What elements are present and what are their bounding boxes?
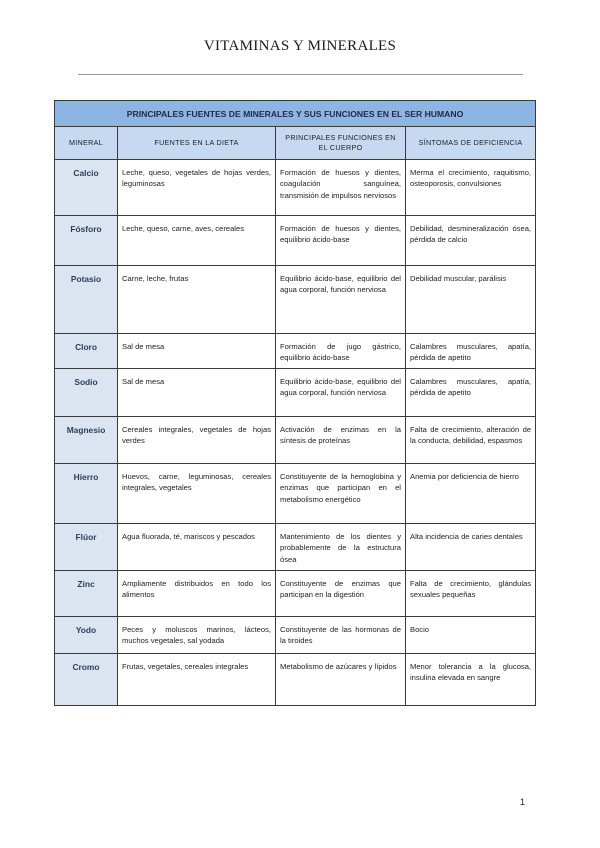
body-functions: Equilibrio ácido-base, equilibrio del agua corporal, función nerviosa <box>276 369 406 417</box>
dietary-sources: Frutas, vegetales, cereales integrales <box>118 654 276 706</box>
column-header-funciones: PRINCIPALES FUNCIONES EN EL CUERPO <box>276 127 406 160</box>
mineral-name: Potasio <box>55 266 118 334</box>
deficiency-symptoms: Debilidad, desmineralización ósea, pérdida de calcio <box>406 216 536 266</box>
body-functions: Formación de huesos y dientes, coagulación sanguínea, transmisión de impulsos nerviosos <box>276 160 406 216</box>
dietary-sources: Sal de mesa <box>118 334 276 369</box>
table-row <box>55 160 536 216</box>
table-row <box>55 464 536 524</box>
table-row <box>55 216 536 266</box>
deficiency-symptoms: Bocio <box>406 617 536 654</box>
body-functions: Metabolismo de azúcares y lípidos <box>276 654 406 706</box>
mineral-name: Cloro <box>55 334 118 369</box>
mineral-name: Flúor <box>55 524 118 571</box>
column-header-deficiencia: SÍNTOMAS DE DEFICIENCIA <box>406 127 536 160</box>
body-functions: Activación de enzimas en la síntesis de proteínas <box>276 417 406 464</box>
mineral-name: Zinc <box>55 571 118 617</box>
dietary-sources: Leche, queso, carne, aves, cereales <box>118 216 276 266</box>
page-title: VITAMINAS Y MINERALES <box>203 38 397 54</box>
table-row <box>55 524 536 571</box>
deficiency-symptoms: Anemia por deficiencia de hierro <box>406 464 536 524</box>
body-functions: Mantenimiento de los dientes y probablemente de la estructura ósea <box>276 524 406 571</box>
dietary-sources: Agua fluorada, té, mariscos y pescados <box>118 524 276 571</box>
mineral-name: Sodio <box>55 369 118 417</box>
body-functions: Formación de jugo gástrico, equilibrio ácido-base <box>276 334 406 369</box>
body-functions: Equilibrio ácido-base, equilibrio del agua corporal, función nerviosa <box>276 266 406 334</box>
mineral-name: Fósforo <box>55 216 118 266</box>
page-number: 1 <box>520 797 526 807</box>
mineral-name: Cromo <box>55 654 118 706</box>
table-row <box>55 334 536 369</box>
deficiency-symptoms: Falta de crecimiento, glándulas sexuales pequeñas <box>406 571 536 617</box>
minerals-table <box>54 100 536 706</box>
mineral-name: Calcio <box>55 160 118 216</box>
table-row <box>55 571 536 617</box>
table-row <box>55 417 536 464</box>
column-header-mineral: MINERAL <box>55 127 118 160</box>
dietary-sources: Sal de mesa <box>118 369 276 417</box>
body-functions: Constituyente de la hemoglobina y enzimas que participan en el metabolismo energético <box>276 464 406 524</box>
dietary-sources: Carne, leche, frutas <box>118 266 276 334</box>
body-functions: Formación de huesos y dientes, equilibrio ácido-base <box>276 216 406 266</box>
mineral-name: Hierro <box>55 464 118 524</box>
table-row <box>55 617 536 654</box>
deficiency-symptoms: Merma el crecimiento, raquitismo, osteoporosis, convulsiones <box>406 160 536 216</box>
table-banner: PRINCIPALES FUENTES DE MINERALES Y SUS FUNCIONES EN EL SER HUMANO <box>55 101 536 127</box>
table-row <box>55 654 536 706</box>
deficiency-symptoms: Calambres musculares, apatía, pérdida de apetito <box>406 369 536 417</box>
body-functions: Constituyente de las hormonas de la tiroides <box>276 617 406 654</box>
deficiency-symptoms: Menor tolerancia a la glucosa, insulina elevada en sangre <box>406 654 536 706</box>
table-row <box>55 266 536 334</box>
mineral-name: Magnesio <box>55 417 118 464</box>
deficiency-symptoms: Calambres musculares, apatía, pérdida de apetito <box>406 334 536 369</box>
dietary-sources: Leche, queso, vegetales de hojas verdes, leguminosas <box>118 160 276 216</box>
deficiency-symptoms: Alta incidencia de caries dentales <box>406 524 536 571</box>
table-row <box>55 369 536 417</box>
title-divider <box>78 74 523 75</box>
body-functions: Constituyente de enzimas que participan en la digestión <box>276 571 406 617</box>
deficiency-symptoms: Falta de crecimiento, alteración de la conducta, debilidad, espasmos <box>406 417 536 464</box>
column-header-fuentes: FUENTES EN LA DIETA <box>118 127 276 160</box>
mineral-name: Yodo <box>55 617 118 654</box>
dietary-sources: Huevos, carne, leguminosas, cereales integrales, vegetales <box>118 464 276 524</box>
dietary-sources: Ampliamente distribuidos en todo los alimentos <box>118 571 276 617</box>
dietary-sources: Peces y moluscos marinos, lácteos, muchos vegetales, sal yodada <box>118 617 276 654</box>
deficiency-symptoms: Debilidad muscular, parálisis <box>406 266 536 334</box>
dietary-sources: Cereales integrales, vegetales de hojas verdes <box>118 417 276 464</box>
